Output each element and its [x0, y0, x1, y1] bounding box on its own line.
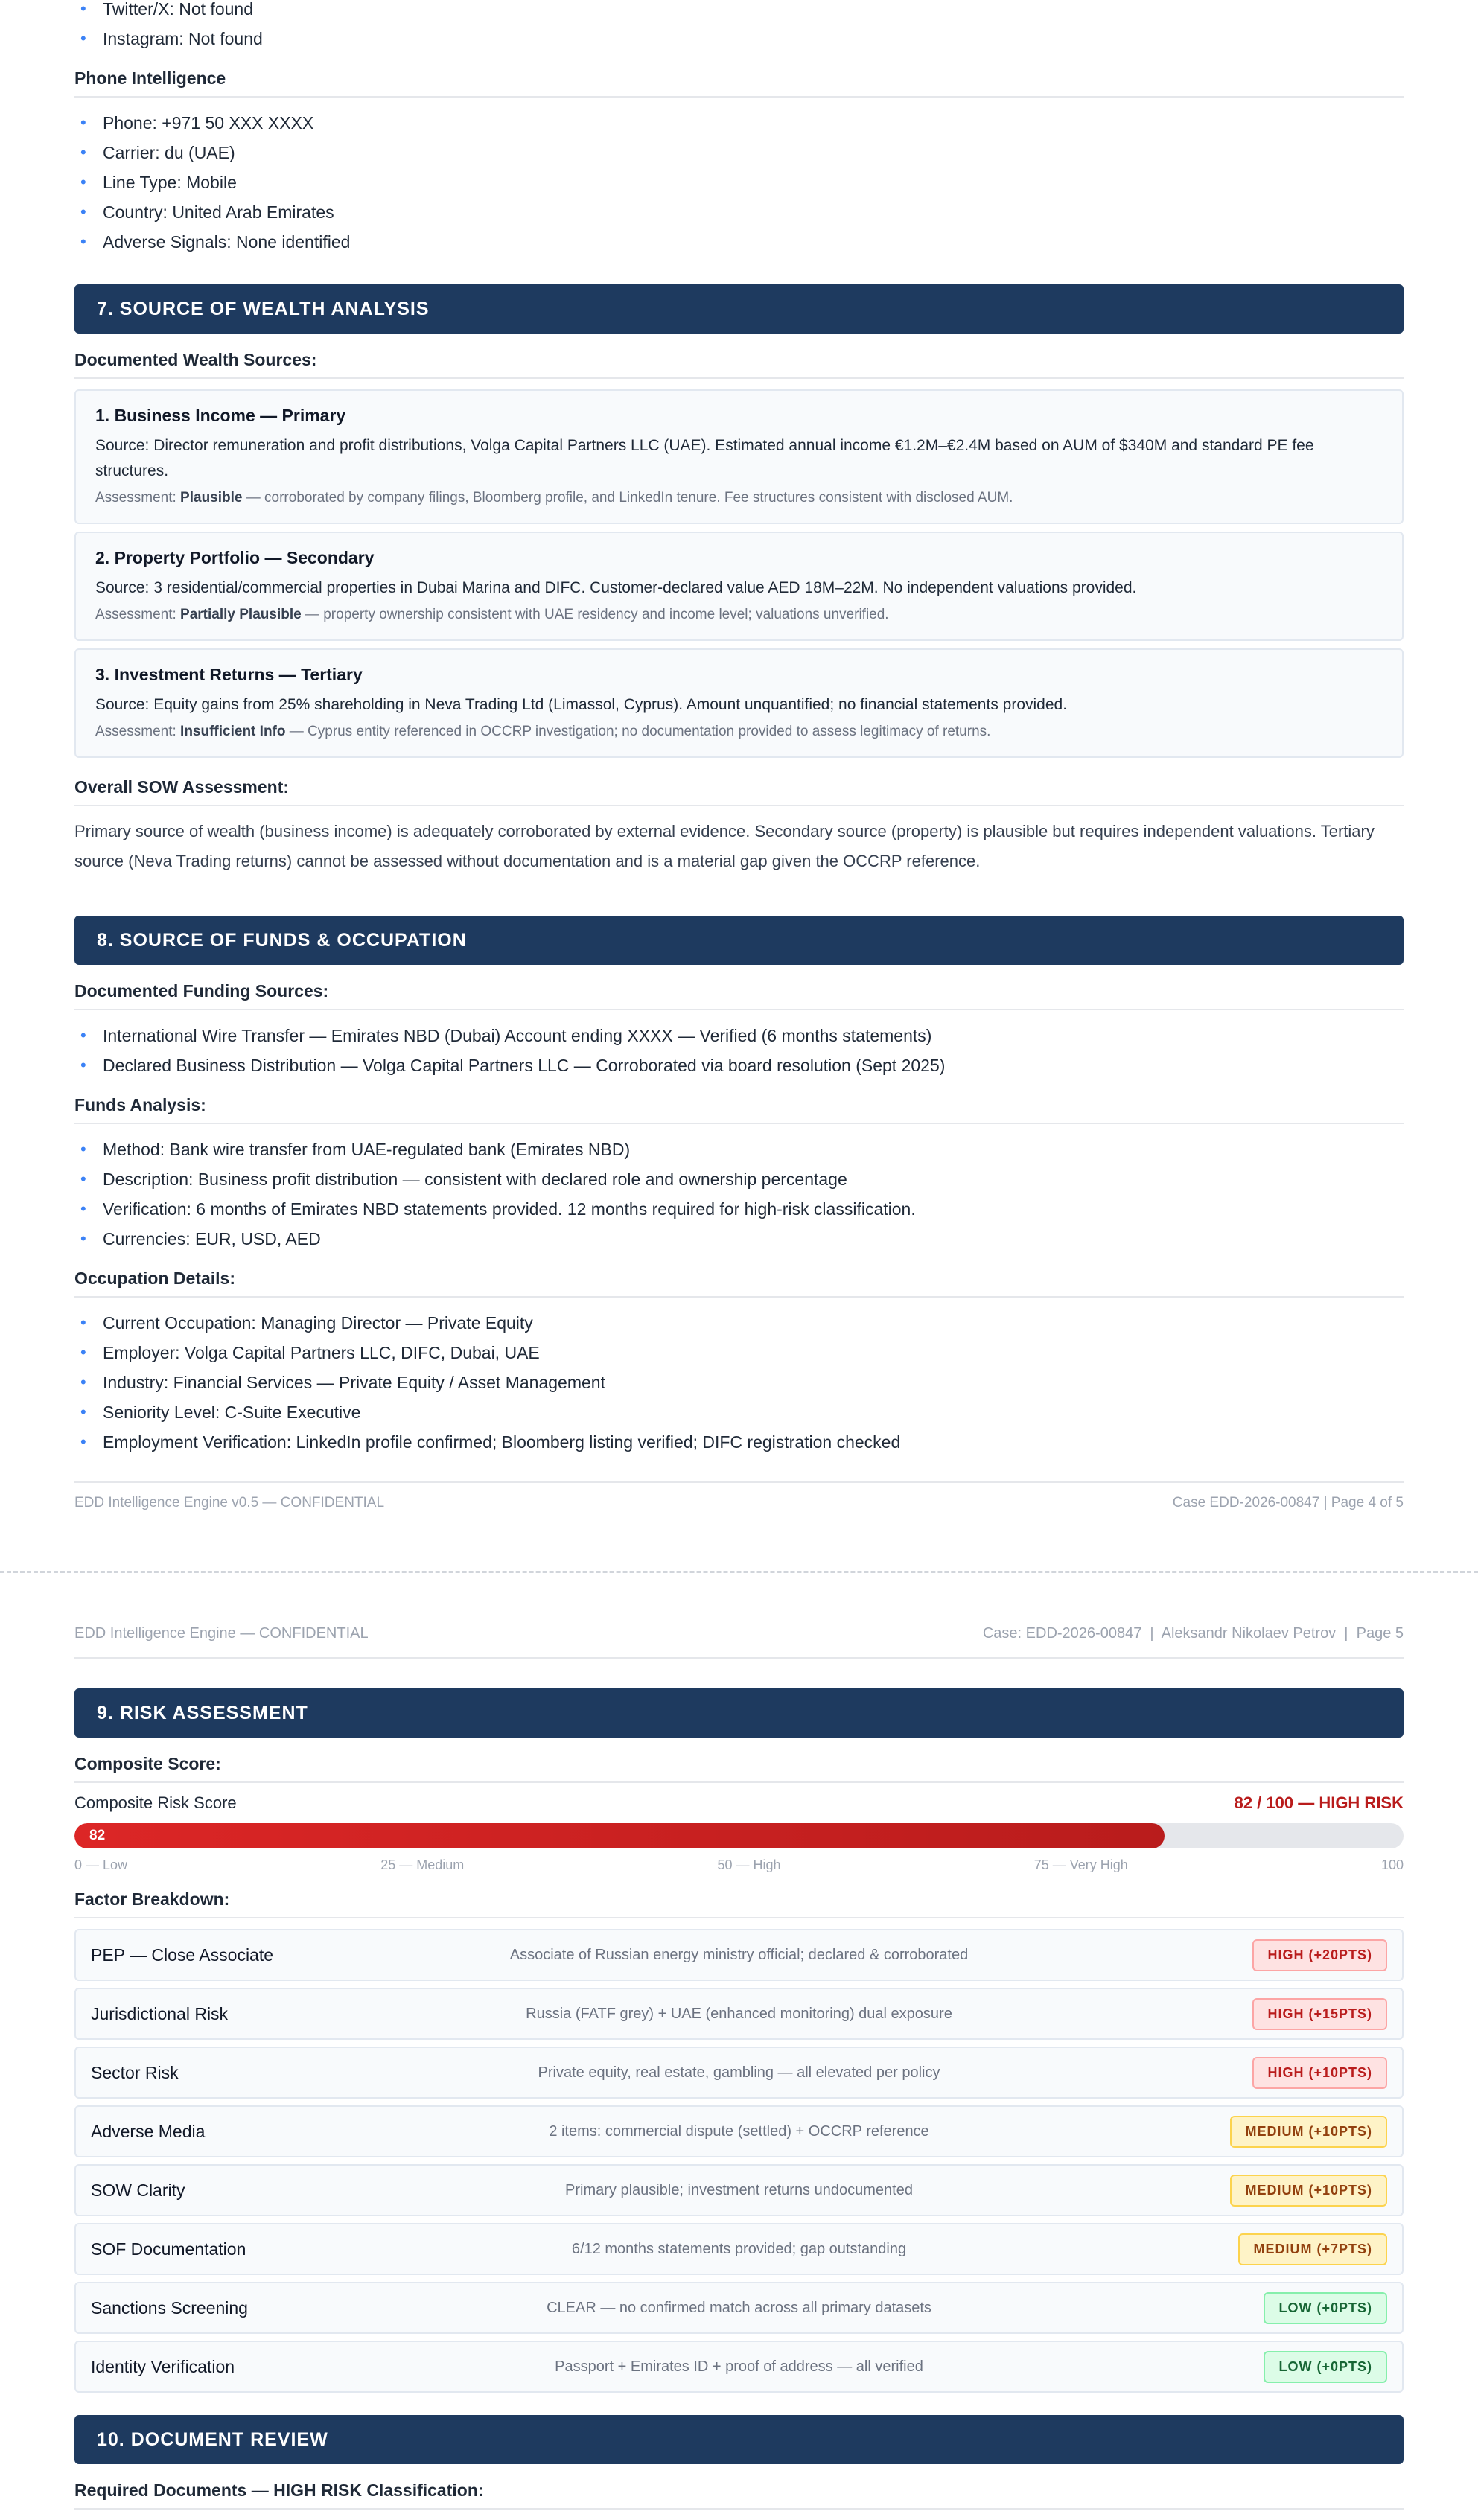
- factor-row: [74, 1929, 1404, 1981]
- factor-description: Passport + Emirates ID + proof of address — all verified: [555, 2358, 923, 2375]
- sof-section: [74, 916, 1404, 1457]
- factor-risk-badge: LOW (+0PTS): [1264, 2292, 1387, 2324]
- factor-description: Associate of Russian energy ministry official; declared & corroborated: [509, 1946, 969, 1963]
- assessment-text: — Cyprus entity referenced in OCCRP investigation; no documentation provided to assess legitimacy of returns.: [285, 724, 991, 739]
- risk-section: [74, 1688, 1404, 2399]
- composite-score-heading: Composite Score:: [74, 1754, 1404, 1783]
- factor-risk-badge: LOW (+0PTS): [1264, 2351, 1387, 2383]
- overall-sow-heading: Overall SOW Assessment:: [74, 777, 1404, 806]
- factor-row: [74, 2164, 1404, 2216]
- score-bar-track: [74, 1823, 1404, 1848]
- factor-row: [74, 2282, 1404, 2334]
- factor-name: Identity Verification: [91, 2356, 235, 2376]
- occupation-item: • Industry: Financial Services — Private Equity / Asset Management: [74, 1368, 1404, 1397]
- score-bar-label: 82: [89, 1828, 106, 1843]
- funding-sources-heading: Documented Funding Sources:: [74, 981, 1404, 1010]
- factor-risk-badge: HIGH (+10PTS): [1252, 2057, 1387, 2089]
- occupation-item: • Employer: Volga Capital Partners LLC, DIFC, Dubai, UAE: [74, 1338, 1404, 1368]
- factor-risk-badge: MEDIUM (+10PTS): [1230, 2175, 1387, 2207]
- funding-source-item: • International Wire Transfer — Emirates NBD (Dubai) Account ending XXXX — Verified (6 months statements): [74, 1021, 1404, 1050]
- assessment-label: Insufficient Info: [180, 724, 286, 739]
- sow-section: [74, 284, 1404, 876]
- factor-name: Adverse Media: [91, 2121, 206, 2141]
- social-media-item: • Twitter/X: Not found: [74, 0, 1404, 24]
- factor-name: Jurisdictional Risk: [91, 2003, 229, 2023]
- social-media-list: [74, 0, 1404, 54]
- factor-name: PEP — Close Associate: [91, 1945, 274, 1965]
- wealth-source-title: 1. Business Income — Primary: [95, 406, 346, 425]
- occupation-item: • Employment Verification: LinkedIn profile confirmed; Bloomberg listing verified; DIFC registration checked: [74, 1427, 1404, 1457]
- section-header-sof: 8. SOURCE OF FUNDS & OCCUPATION: [74, 916, 1404, 965]
- factor-risk-badge: HIGH (+20PTS): [1252, 1939, 1387, 1971]
- score-row: [74, 1793, 1404, 1813]
- factor-row: [74, 2341, 1404, 2393]
- wealth-source-title: 3. Investment Returns — Tertiary: [95, 665, 363, 684]
- assessment-prefix: Assessment:: [95, 490, 181, 505]
- section-header-docs: 10. DOCUMENT REVIEW: [74, 2415, 1404, 2464]
- assessment-label: Partially Plausible: [180, 607, 302, 622]
- factor-description: CLEAR — no confirmed match across all primary datasets: [547, 2299, 931, 2316]
- phone-intel-item: • Adverse Signals: None identified: [74, 227, 1404, 257]
- score-bar-fill: [74, 1823, 1165, 1848]
- factor-name: Sanctions Screening: [91, 2297, 248, 2318]
- wealth-source-card: [74, 532, 1404, 641]
- factor-description: 6/12 months statements provided; gap outstanding: [571, 2240, 907, 2257]
- overall-sow-text: Primary source of wealth (business income) is adequately corroborated by external evidence. Secondary source (property) is plausible but requires independent valuations. Tertiary source (Neva Trading returns) cannot be assessed without documentation and is a material gap given the OCCRP reference.: [74, 822, 1375, 870]
- phone-intel-block: [74, 68, 1404, 257]
- section-header-risk: 9. RISK ASSESSMENT: [74, 1688, 1404, 1738]
- page-header: [74, 1625, 1404, 1659]
- phone-intel-item: • Carrier: du (UAE): [74, 138, 1404, 168]
- docs-section: [74, 2415, 1404, 2520]
- footer-right: Case EDD-2026-00847 | Page 4 of 5: [1172, 1495, 1404, 1511]
- factor-risk-badge: MEDIUM (+10PTS): [1230, 2116, 1387, 2148]
- occupation-heading: Occupation Details:: [74, 1269, 1404, 1298]
- factor-name: SOW Clarity: [91, 2180, 185, 2200]
- wealth-source-assessment: [95, 721, 1383, 743]
- phone-intel-heading: Phone Intelligence: [74, 68, 1404, 98]
- wealth-source-assessment: [95, 604, 1383, 626]
- factor-description: 2 items: commercial dispute (settled) + OCCRP reference: [549, 2122, 929, 2140]
- score-tick-label: 25 — Medium: [380, 1857, 465, 1872]
- wealth-source-assessment: [95, 487, 1383, 509]
- assessment-text: — corroborated by company filings, Bloomberg profile, and LinkedIn tenure. Fee structures consistent with disclosed AUM.: [242, 490, 1013, 505]
- factor-row: [74, 1988, 1404, 2040]
- factor-row: [74, 2105, 1404, 2157]
- wealth-source-card: [74, 389, 1404, 524]
- documented-wealth-heading: Documented Wealth Sources:: [74, 350, 1404, 379]
- wealth-source-cards: [74, 389, 1404, 758]
- factor-list: [74, 1929, 1404, 2393]
- factor-description: Private equity, real estate, gambling — all elevated per policy: [538, 2064, 940, 2081]
- factor-risk-badge: MEDIUM (+7PTS): [1238, 2233, 1387, 2265]
- funds-analysis-item: • Currencies: EUR, USD, AED: [74, 1224, 1404, 1254]
- score-tick-label: 100: [1380, 1857, 1404, 1872]
- score-tick-label: 0 — Low: [74, 1857, 128, 1872]
- score-scale-ticks: [74, 1857, 1404, 1873]
- funding-sources-list: [74, 1021, 1404, 1080]
- score-tick-label: 75 — Very High: [1033, 1857, 1128, 1872]
- phone-intel-list: [74, 108, 1404, 257]
- factor-name: Sector Risk: [91, 2062, 179, 2082]
- required-docs-heading: Required Documents — HIGH RISK Classification:: [74, 2481, 1404, 2510]
- section-header-sow: 7. SOURCE OF WEALTH ANALYSIS: [74, 284, 1404, 334]
- footer-left: EDD Intelligence Engine v0.5 — CONFIDENTIAL: [74, 1495, 385, 1511]
- wealth-source-description: Source: Equity gains from 25% shareholding in Neva Trading Ltd (Limassol, Cyprus). Amount unquantified; no financial statements provided.: [95, 696, 1068, 713]
- wealth-source-title: 2. Property Portfolio — Secondary: [95, 548, 375, 567]
- wealth-source-card: [74, 648, 1404, 758]
- funds-analysis-list: [74, 1135, 1404, 1254]
- occupation-list: [74, 1308, 1404, 1457]
- funding-source-item: • Declared Business Distribution — Volga Capital Partners LLC — Corroborated via board resolution (Sept 2025): [74, 1050, 1404, 1080]
- funds-analysis-heading: Funds Analysis:: [74, 1095, 1404, 1124]
- factor-risk-badge: HIGH (+15PTS): [1252, 1998, 1387, 2030]
- factor-row: [74, 2047, 1404, 2099]
- funds-analysis-item: • Method: Bank wire transfer from UAE-regulated bank (Emirates NBD): [74, 1135, 1404, 1164]
- social-media-tail: [74, 0, 1404, 54]
- funds-analysis-item: • Verification: 6 months of Emirates NBD statements provided. 12 months required for high-risk classification.: [74, 1194, 1404, 1224]
- phone-intel-item: • Line Type: Mobile: [74, 168, 1404, 197]
- social-media-item: • Instagram: Not found: [74, 24, 1404, 54]
- assessment-text: — property ownership consistent with UAE residency and income level; valuations unverified.: [301, 607, 889, 622]
- factor-breakdown-heading: Factor Breakdown:: [74, 1889, 1404, 1918]
- score-label: Composite Risk Score: [74, 1793, 237, 1812]
- occupation-item: • Seniority Level: C-Suite Executive: [74, 1397, 1404, 1427]
- header-left: EDD Intelligence Engine — CONFIDENTIAL: [74, 1625, 369, 1642]
- factor-description: Primary plausible; investment returns undocumented: [565, 2181, 913, 2198]
- header-right: Case: EDD-2026-00847 | Aleksandr Nikolaev Petrov | Page 5: [982, 1625, 1404, 1642]
- assessment-prefix: Assessment:: [95, 724, 181, 739]
- assessment-label: Plausible: [180, 490, 243, 505]
- assessment-prefix: Assessment:: [95, 607, 181, 622]
- factor-name: SOF Documentation: [91, 2239, 246, 2259]
- score-tick-label: 50 — High: [717, 1857, 781, 1872]
- page-break-divider: [0, 1571, 1478, 1573]
- score-value: 82 / 100 — HIGH RISK: [1234, 1793, 1404, 1812]
- factor-row: [74, 2223, 1404, 2275]
- page-footer: [74, 1481, 1404, 1511]
- wealth-source-description: Source: 3 residential/commercial properties in Dubai Marina and DIFC. Customer-declared value AED 18M–22M. No independent valuations provided.: [95, 579, 1137, 596]
- factor-description: Russia (FATF grey) + UAE (enhanced monitoring) dual exposure: [526, 2005, 952, 2022]
- occupation-item: • Current Occupation: Managing Director — Private Equity: [74, 1308, 1404, 1338]
- funds-analysis-item: • Description: Business profit distribution — consistent with declared role and ownership percentage: [74, 1164, 1404, 1194]
- wealth-source-description: Source: Director remuneration and profit distributions, Volga Capital Partners LLC (UAE). Estimated annual income €1.2M–€2.4M based on AUM of $340M and standard PE fee structures.: [95, 437, 1314, 479]
- phone-intel-item: • Phone: +971 50 XXX XXXX: [74, 108, 1404, 138]
- phone-intel-item: • Country: United Arab Emirates: [74, 197, 1404, 227]
